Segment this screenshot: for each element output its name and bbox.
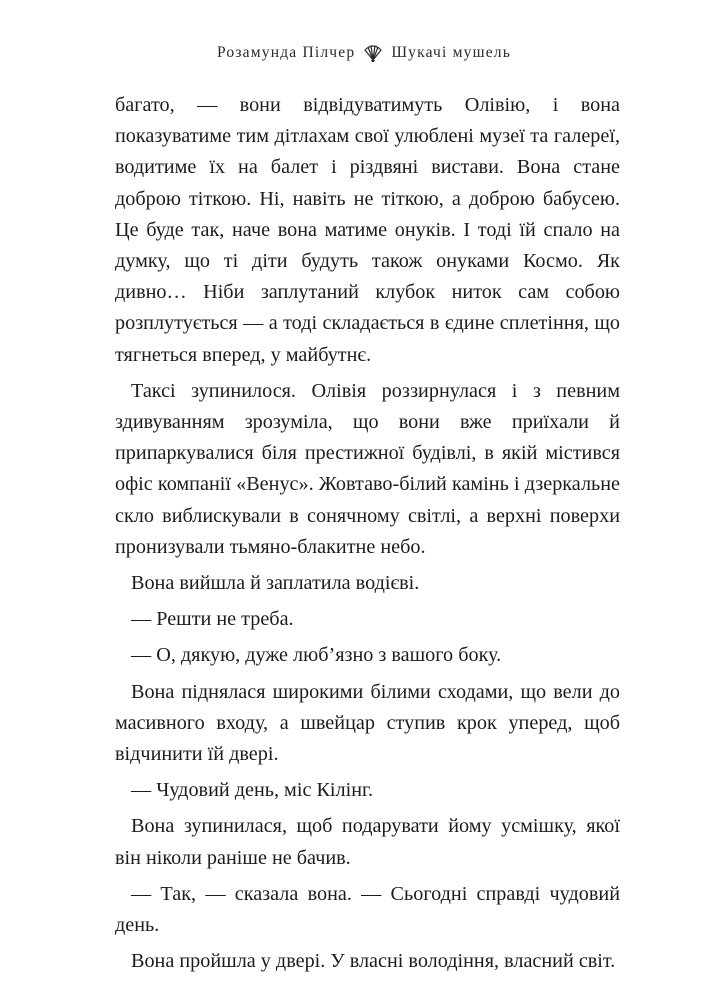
running-head-title: Шукачі мушель: [391, 44, 512, 61]
running-head: [0, 44, 728, 62]
paragraph: багато, — вони відвідуватимуть Олівію, і вона показуватиме тим дітлахам свої улюблені музеї та галереї, водитиме їх на балет і різдвяні вистави. Вона стане доброю тіткою. Ні, навіть не тіткою, а доброю бабусею. Це буде так, наче вона матиме онуків. І тоді їй спало на думку, що ті діти будуть також онуками Космо. Як дивно… Ніби заплутаний клубок ниток сам собою розплутується — а тоді складається в єдине сплетіння, що тягнеться вперед, у майбутнє.: [115, 94, 620, 366]
paragraph: Вона зупинилася, щоб подарувати йому усмішку, якої він ніколи раніше не бачив.: [115, 815, 620, 869]
dialogue-line: — О, дякую, дуже люб’язно з вашого боку.: [131, 644, 502, 667]
paragraph: Вона вийшла й заплатила водієві.: [131, 572, 420, 595]
dialogue-line: — Чудовий день, міс Кілінг.: [131, 779, 374, 802]
paragraph: Вона пройшла у двері. У власні володіння, власний світ.: [131, 950, 616, 973]
paragraph: Таксі зупинилося. Олівія роззирнулася і з певним здивуванням зрозуміла, що вони вже приїхали й припаркувалися біля престижної будівлі, в якій містився офіс компанії «Венус». Жовтаво-білий камінь і дзеркальне скло виблискували в сонячному світлі, а верхні поверхи пронизували тьмяно-блакитне небо.: [115, 379, 620, 558]
dialogue-line: — Так, — сказала вона. — Сьогодні справді чудовий день.: [115, 882, 620, 937]
dialogue-line: — Решти не треба.: [131, 608, 294, 631]
running-head-author: Розамунда Пілчер: [216, 44, 356, 61]
paragraph: Вона піднялася широкими білими сходами, що вели до масивного входу, а швейцар ступив крок уперед, щоб відчинити їй двері.: [115, 680, 620, 766]
body-text: [115, 90, 620, 977]
shell-icon: [363, 44, 383, 62]
